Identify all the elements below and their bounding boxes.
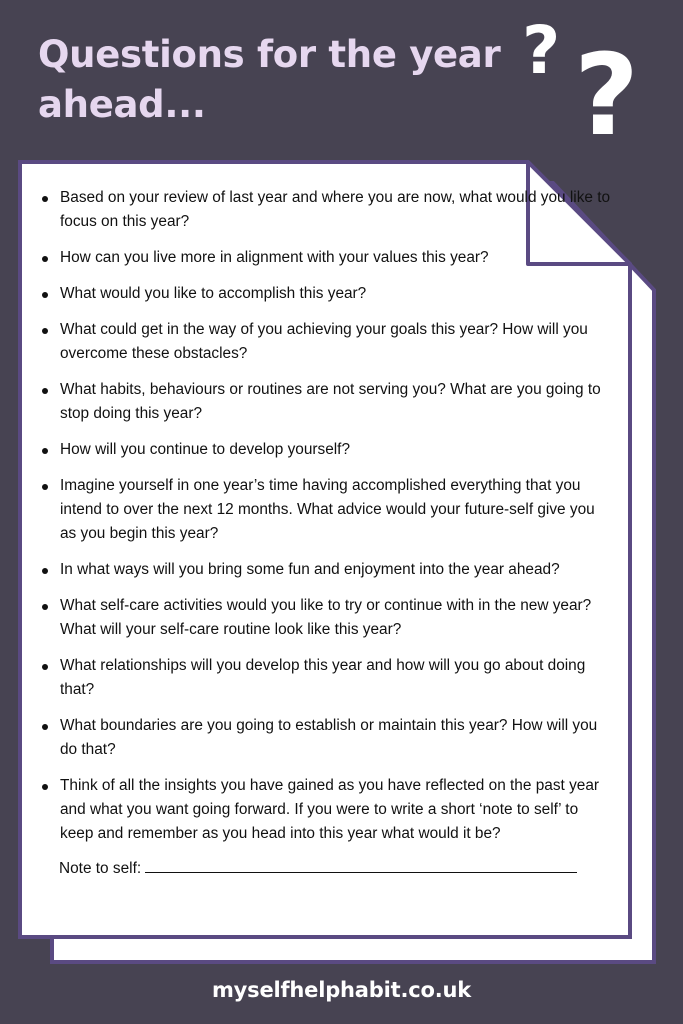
note-to-self [40,856,615,881]
question-mark-large-icon: ? [574,31,639,161]
note-label: Note to self: [59,860,142,877]
question-item: In what ways will you bring some fun and enjoyment into the year ahead? [40,558,615,582]
question-item: What boundaries are you going to establish or maintain this year? How will you do that? [40,714,615,762]
website-url: myselfhelphabit.co.uk [211,978,471,1002]
question-item: How can you live more in alignment with your values this year? [40,246,615,270]
note-blank-line [145,856,577,873]
question-item: How will you continue to develop yourself? [40,438,615,462]
page-title: Questions for the year ahead... [38,33,501,126]
questions-panel [40,186,615,881]
question-mark-small-icon: ? [522,12,561,89]
question-item: What habits, behaviours or routines are not serving you? What are you going to stop doing this year? [40,378,615,426]
questions-list [40,186,615,846]
question-item: What self-care activities would you like to try or continue with in the new year? What will your self-care routine look like this year? [40,594,615,642]
question-item: Based on your review of last year and where you are now, what would you like to focus on this year? [40,186,615,234]
question-item: What could get in the way of you achieving your goals this year? How will you overcome these obstacles? [40,318,615,366]
question-item: What would you like to accomplish this year? [40,282,615,306]
question-item: Imagine yourself in one year’s time having accomplished everything that you intend to over the next 12 months. What advice would your future-self give you as you begin this year? [40,474,615,546]
question-item: Think of all the insights you have gained as you have reflected on the past year and what you want going forward. If you were to write a short ‘note to self’ to keep and remember as you head into this year what would it be? [40,774,615,846]
question-item: What relationships will you develop this year and how will you go about doing that? [40,654,615,702]
